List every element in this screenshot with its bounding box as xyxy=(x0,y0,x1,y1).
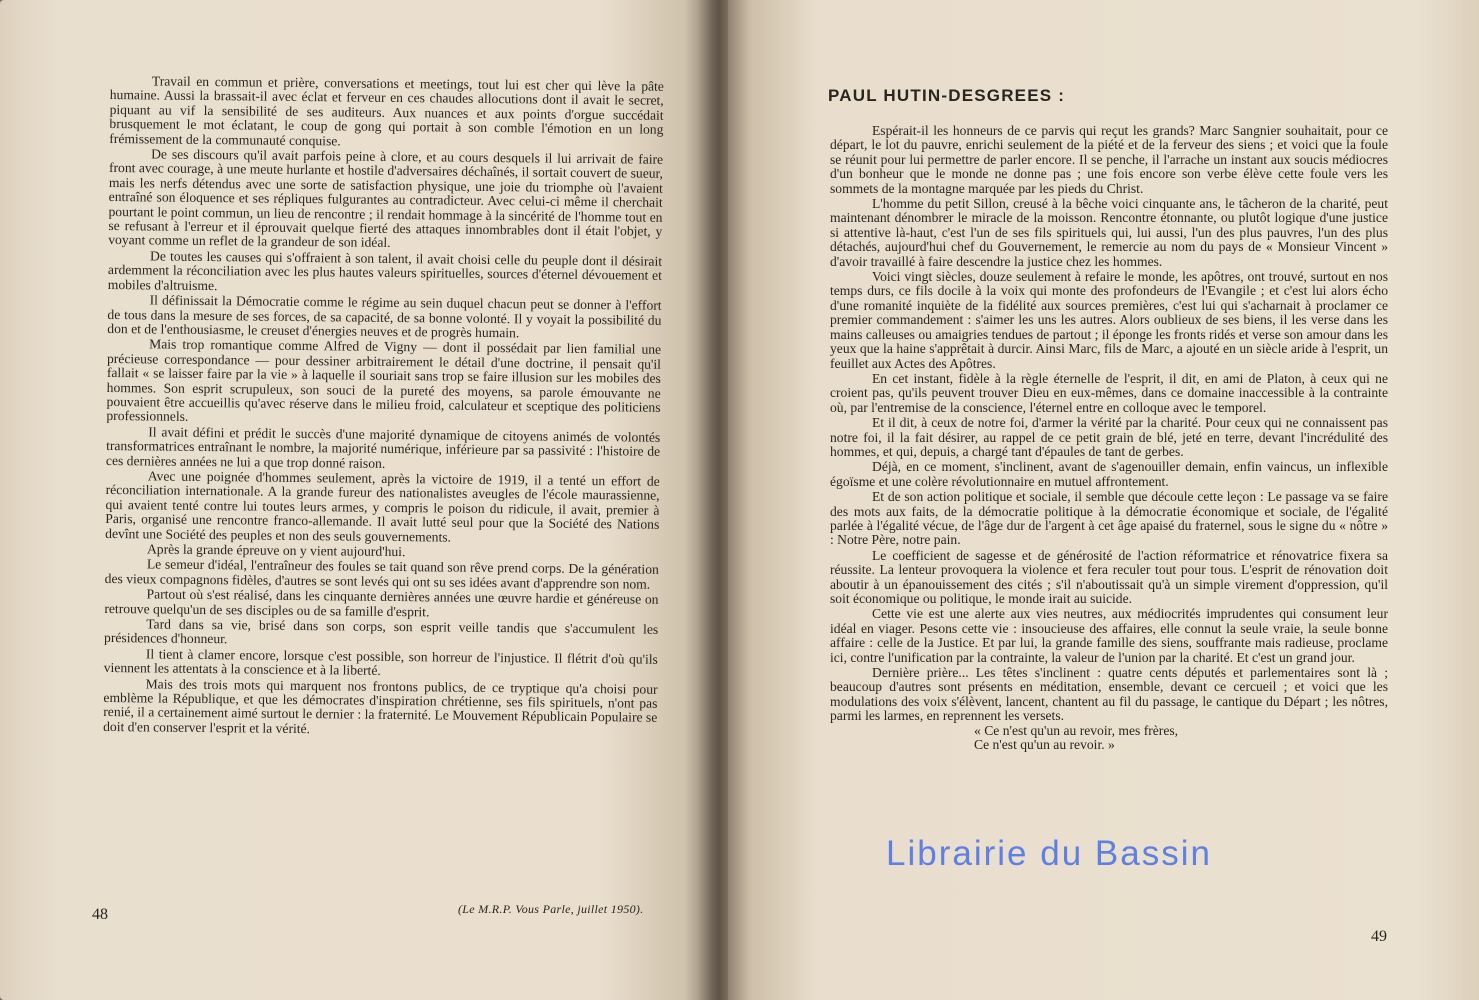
paragraph: Espérait-il les honneurs de ce parvis qui reçut les grands? Marc Sangnier souhaitait, pour ce départ, le lot du pauvre, enrichi seulement de la piété et de la ferveur des siens ; et voici que la foule se réunit pour lui permettre de parler encore. Il se penche, il l'arrache un instant aux soucis médiocres d'un bonheur que le monde ne donne pas ; une fois encore son verbe élève cette foule vers les sommets de la montagne marquée par les pieds du Christ. xyxy=(830,123,1388,196)
paragraph: Dernière prière... Les têtes s'inclinent : quatre cents députés et parlementaires sont là ; beaucoup d'autres sont présents en méditation, ensemble, devant ce cercueil ; et voici que les modulations des voix s'élèvent, lancent, chantent au fil du passage, le cantique du Départ ; les nôtres, parmi les larmes, en reprennent les versets. xyxy=(830,665,1388,724)
paragraph: Voici vingt siècles, douze seulement à refaire le monde, les apôtres, ont trouvé, surtout en nos temps durs, ce fils docile à la voix qui monte des profondeurs de l'Evangile ; et c'est lui alors écho d'une romanité inquiète de la fidélité aux sources premières, c'est lui qui s'acharnait à proclamer ce premier commandement : s'aimer les uns les autres. Alors oublieux de ses biens, il les verse dans les mains calleuses ou amaigries tendues de partout ; il éponge les fronts ridés et verse son amour dans les yeux que la haine s'apprêtait à durcir. Ainsi Marc, fils de Marc, a ajouté en un siècle aride à l'esprit, un feuillet aux Actes des Apôtres. xyxy=(830,269,1388,371)
paragraph: Le semeur d'idéal, l'entraîneur des foules se tait quand son rêve prend corps. De la génération des vieux compagnons fidèles, d'autres se sont levés qui ont su ses idées avant d'apprendre son nom. xyxy=(104,556,659,592)
paragraph: Après la grande épreuve on y vient aujourd'hui. xyxy=(146,541,406,560)
paragraph: De toutes les causes qui s'offraient à son talent, il avait choisi celle du peuple dont il désirait ardemment la réconciliation avec les plus hautes valeurs spirituelles, sources d'éternel dévouement et mobiles d'altruisme. xyxy=(107,248,663,293)
paragraph: L'homme du petit Sillon, creusé à la bêche voici cinquante ans, le tâcheron de la charité, peut maintenant dénombrer le miracle de la moisson. Rencontre étonnante, ou plutôt logique d'une justice si attentive là-haut, c'est l'un de ses fils spirituels qui, lui aussi, l'un des plus pauvres, l'un des plus détachés, aujourd'hui chef du Gouvernement, le remercie au nom du pays de « Monsieur Vincent » d'avoir travaillé à faire descendre la justice chez les hommes. xyxy=(830,196,1388,269)
paragraph: Il définissait la Démocratie comme le régime au sein duquel chacun peut se donner à l'effort de tous dans la mesure de ses forces, de sa capacité, de sa bonne volonté. Il y voyait la possibilité du don et de l'enthousiasme, le creuset d'énergies neuves et de progrès humain. xyxy=(107,292,662,341)
paragraph: Déjà, en ce moment, s'inclinent, avant de s'agenouiller demain, enfin vaincus, un inflexible égoïsme et une colère révolutionnaire en mutuel affrontement. xyxy=(830,459,1388,489)
paragraph: Cette vie est une alerte aux vies neutres, aux médiocrités imprudentes qui consument leur idéal en viager. Pesons cette vie : insoucieuse des affaires, elle connut la seule vraie, la seule bonne affaire : celle de la Justice. Et par lui, la grande famille des siens, souffrante mais radieuse, proclame ici, contre l'unification par la contrainte, la valeur de l'union par la charité. Et c'est un grand jour. xyxy=(830,606,1388,665)
paragraph: Et de son action politique et sociale, il semble que découle cette leçon : Le passage va se faire des mots aux faits, de la démocratie politique à la démocratie économique et sociale, de l'égalité parlée à l'égalité vécue, de l'âge dur de l'argent à cet âge apaisé du fraternel, sous le signe du « nôtre » : Notre Père, notre pain. xyxy=(830,489,1388,548)
paragraph: Tard dans sa vie, brisé dans son corps, son esprit veille tandis que s'accumulent les présidences d'honneur. xyxy=(104,616,659,647)
paragraph: Et il dit, à ceux de notre foi, d'armer la vérité par la charité. Pour ceux qui ne connaissent pas notre foi, il la fait désirer, au rappel de ce petit grain de blé, jeté en terre, devant l'incrédulité des hommes, et qui, depuis, a chargé tant d'épaules de tant de gerbes. xyxy=(830,415,1388,459)
right-page-text xyxy=(830,124,1388,752)
paragraph: Le coefficient de sagesse et de générosité de l'action réformatrice et rénovatrice fixera sa réussite. La lenteur provoquera la violence et fera reculer tout pour tous. L'esprit de rénovation doit aboutir à un épanouissement des cités ; s'il n'aboutissait qu'à un simple virement d'oppression, qu'il soit économique ou politique, le monde irait au suicide. xyxy=(830,547,1388,606)
paragraph: De ses discours qu'il avait parfois peine à clore, et au cours desquels il lui arrivait de faire front avec courage, à une meute hurlante et hostile d'adversaires déchaînés, il sortait couvert de sueur, mais les nerfs détendus avec une sorte de satisfaction physique, une joie du triomphe où l'avaient entraîné son éloquence et ses répliques fulgurantes au contradicteur. Avec celui-ci même il cherchait pourtant le point commun, un lieu de rencontre ; il rendait hommage à la sincérité de l'homme tout en se refusant à l'erreur et il éprouvait quelque fierté des attaques innombrables dont il était l'objet, y voyant comme un reflet de la grandeur de son idéal. xyxy=(108,146,664,251)
paragraph: Avec une poignée d'hommes seulement, après la victoire de 1919, il a tenté un effort de réconciliation internationale. A la grande fureur des nationalistes aveugles de l'école maurassienne, qui avaient tenté contre lui toutes leurs armes, y compris le poison du ridicule, il avait, premier à Paris, organisé une rencontre franco-allemande. Il avait lutté seul pour que la Société des Nations devînt une Société des peuples et non des seuls gouvernements. xyxy=(105,468,660,545)
paragraph: Il tient à clamer encore, lorsque c'est possible, son horreur de l'injustice. Il flétrit d'où qu'ils viennent les attentats à la conscience et à la liberté. xyxy=(103,646,658,679)
left-page xyxy=(0,0,706,1000)
watermark: Librairie du Bassin xyxy=(886,834,1212,873)
paragraph: En cet instant, fidèle à la règle éternelle de l'esprit, il dit, en ami de Platon, à ceux qui ne croient pas, qu'ils peuvent trouver Dieu en eux-mêmes, dans ce domaine inaccessible à la contrainte où, par l'entremise de la conscience, l'éternel entre en colloque avec le temporel. xyxy=(830,370,1388,415)
quote-line: « Ce n'est qu'un au revoir, mes frères, xyxy=(974,722,1179,738)
paragraph: Mais des trois mots qui marquent nos frontons publics, de ce tryptique qu'a choisi pour emblème la République, et que les démocrates d'inspiration chrétienne, ses fils spirituels, n'ont pas renié, il a certainement aimé surtout le dernier : la fraternité. Le Mouvement Républicain Populaire se doit d'en conserver l'esprit et la vérité. xyxy=(103,676,658,737)
source-citation: (Le M.R.P. Vous Parle, juillet 1950). xyxy=(458,902,644,916)
page-number-left: 48 xyxy=(92,906,108,923)
paragraph: Mais trop romantique comme Alfred de Vigny — dont il possédait par lien familial une précieuse correspondance — pour dessiner arbitrairement le détail d'une doctrine, il pensait qu'il fallait « se laisser faire par la vie » à laquelle il souriait sans trop se faire illusion sur les mobiles des hommes. Son esprit scrupuleux, son souci de la pureté des moyens, sa parole émouvante ne pouvaient être accueillis qu'avec réserve dans le milieu froid, calculateur et sceptique des politiciens professionnels. xyxy=(106,336,662,425)
paragraph: Travail en commun et prière, conversations et meetings, tout lui est cher qui lève la pâte humaine. Aussi la brassait-il avec éclat et ferveur en ces chaudes allocutions dont il avait le secret, piquant au vif la sensibilité de ses auditeurs. Aux nuances et aux points d'orgue succédait brusquement le mot éclatant, le coup de gong qui portait à son comble l'émotion en un long frémissement de la communauté conquise. xyxy=(109,73,664,149)
paragraph: Partout où s'est réalisé, dans les cinquante dernières années une œuvre hardie et généreuse on retrouve quelqu'un de ses disciples ou de sa famille d'esprit. xyxy=(104,586,659,619)
right-page xyxy=(728,0,1479,1000)
section-heading: PAUL HUTIN-DESGREES : xyxy=(828,86,1066,105)
page-number-right: 49 xyxy=(1371,928,1387,945)
quote-line: Ce n'est qu'un au revoir. » xyxy=(974,737,1115,753)
left-page-text xyxy=(103,74,664,740)
paragraph: Il avait défini et prédit le succès d'une majorité dynamique de citoyens animés de volontés transformatrices entraînant le nombre, la majorité numérique, inférieure par sa passivité : l'histoire de ces dernières années ne lui a que trop donné raison. xyxy=(105,424,661,471)
song-quote xyxy=(974,724,1388,753)
